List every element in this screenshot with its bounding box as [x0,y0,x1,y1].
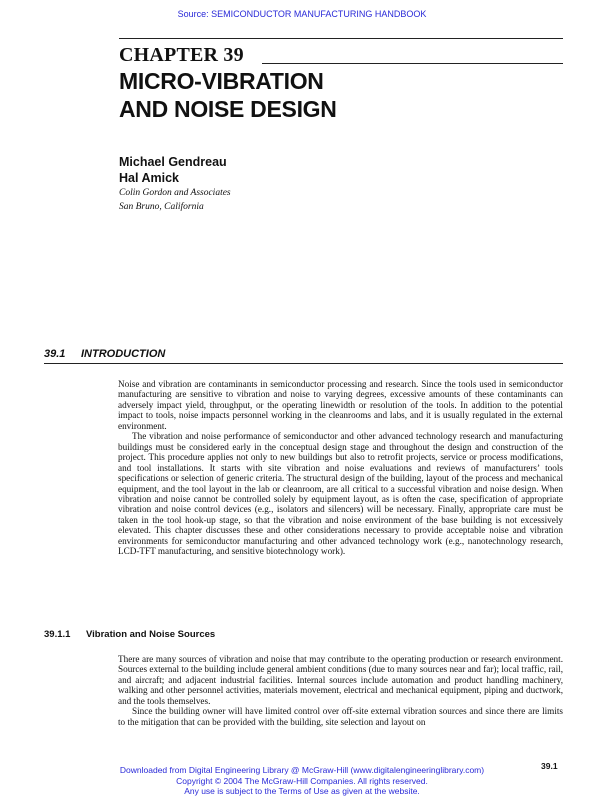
section-rule [44,363,563,364]
subsection-number: 39.1.1 [44,629,71,640]
paragraph: There are many sources of vibration and noise that may contribute to the operating production or research environment. Sources external to the building include general ambient conditions (due to many sources near and far); local traffic, rail, and aircraft; and adjacent industrial facilities. Internal sources include automation and product handling machinery, walking and other personnel activities, materials movement, electrical and mechanical equipment, piping and ductwork, and the tools themselves. [118,654,563,706]
subsection-title: Vibration and Noise Sources [86,629,216,640]
paragraph: Noise and vibration are contaminants in semiconductor processing and research. Since the tools used in semiconductor manufacturing are sensitive to vibration and noise to varying degrees, excessive amounts of these contaminants can adversely impact yield, throughput, or the operating linewidth or resolution of the tools. In addition to the potential impact to tools, noise impacts personnel working in the cleanrooms and labs, and it is usually regulated in the external environment. [118,379,563,431]
page-number: 39.1 [541,761,558,771]
source-line[interactable]: Source: SEMICONDUCTOR MANUFACTURING HANDBOOK [177,9,427,19]
chapter-top-rule [119,38,563,39]
chapter-title-line-2: AND NOISE DESIGN [119,96,337,122]
paragraph: Since the building owner will have limited control over off-site external vibration sources and since there are limits to the mitigation that can be provided with the building, site selection and layout on [118,706,563,727]
chapter-title-line-1: MICRO-VIBRATION [119,68,324,94]
subsection-body [118,654,563,727]
section-heading [44,348,165,360]
chapter-title [119,67,337,123]
paragraph: The vibration and noise performance of semiconductor and other advanced technology research and manufacturing buildings must be considered early in the conceptual design stage and throughout the design and construction of the project. This procedure applies not only to new buildings but also to retrofit projects, service or process modifications, and tool installations. It starts with site vibration and noise evaluations and reviews of manufacturers’ tools specifications or selection of generic criteria. The structural design of the building, layout of the process and mechanical equipment, and the tool layout in the lab or cleanroom, are all critical to a successful vibration and noise design. When vibration and noise cannot be controlled solely by equipment layout, as is often the case, specification of appropriate vibration and noise control devices (e.g., isolators and silencers) will be necessary. Finally, appropriate care must be taken in the tool hook-up stage, so that the vibration and noise environment of the base building is not excessively elevated. This chapter discusses these and other considerations necessary to provide acceptable noise and vibration environments for semiconductor manufacturing and other advanced technology work (e.g., nanotechnology research, LCD-TFT manufacturing, and sensitive biotechnology work). [118,431,563,557]
author-name: Michael Gendreau [119,155,227,169]
footer-copyright: Copyright © 2004 The McGraw-Hill Companies. All rights reserved. [176,775,428,786]
footer-download-link[interactable]: Downloaded from Digital Engineering Library @ McGraw-Hill (www.digitalengineeringlibrary.com) [119,765,485,775]
footer-terms-link[interactable]: Any use is subject to the Terms of Use as given at the website. [184,786,420,796]
footer [0,765,604,797]
chapter-label: CHAPTER 39 [119,44,244,66]
author-location: San Bruno, California [119,202,204,212]
author-affiliation: Colin Gordon and Associates [119,188,231,198]
chapter-mid-rule [262,63,563,64]
section-title: INTRODUCTION [81,348,166,360]
intro-body [118,379,563,557]
author-block [119,154,231,214]
subsection-heading [44,629,215,640]
section-number: 39.1 [44,348,66,360]
author-name: Hal Amick [119,171,179,185]
